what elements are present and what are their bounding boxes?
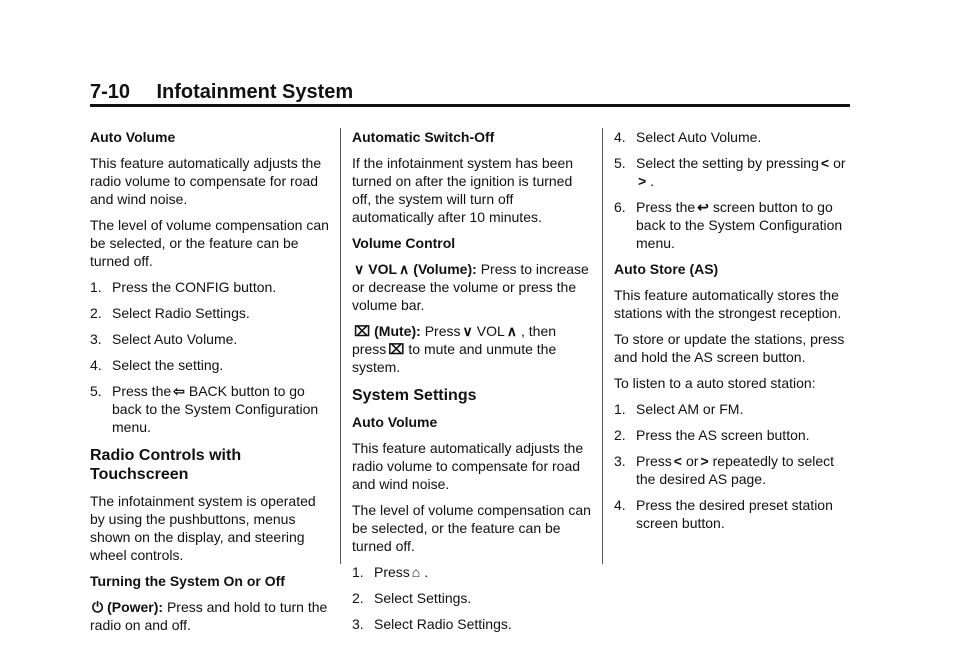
list-item: 6. Press the ↩ screen button to go back to the System Configuration menu. bbox=[614, 199, 843, 251]
list-item: 5. Select the setting by pressing < or> . bbox=[614, 155, 846, 189]
column-1 bbox=[90, 128, 330, 642]
volume-up-icon: ∧ bbox=[506, 323, 517, 339]
column-divider-1 bbox=[340, 128, 341, 564]
back-arrow-icon: ⇦ bbox=[173, 383, 185, 399]
volume-up-icon: ∧ bbox=[399, 261, 410, 277]
chevron-left-icon: < bbox=[820, 155, 830, 171]
system-settings-heading: System Settings bbox=[352, 387, 477, 404]
auto-volume-steps bbox=[90, 278, 330, 436]
volume-paragraph: ∨ VOL ∧ (Volume): Press to increase or decrease the volume or press the volume bar. bbox=[352, 261, 589, 313]
auto-store-paragraph-1: This feature automatically stores the stations with the strongest reception. bbox=[614, 287, 842, 321]
list-item: 3. Press < or > repeatedly to select the desired AS page. bbox=[614, 453, 835, 487]
mute-paragraph: ⌧ (Mute): Press ∨ VOL ∧ , then press ⌧ to mute and unmute the system. bbox=[352, 323, 557, 375]
list-item: 4. Select the setting. bbox=[90, 357, 224, 373]
chevron-right-icon: > bbox=[638, 173, 647, 189]
volume-down-icon: ∨ bbox=[354, 261, 365, 277]
list-item: 1. Select AM or FM. bbox=[614, 401, 744, 417]
auto-volume-paragraph-2: The level of volume compensation can be selected, or the feature can be turned off. bbox=[90, 217, 329, 269]
system-auto-volume-heading: Auto Volume bbox=[352, 414, 438, 430]
column-3 bbox=[614, 128, 854, 540]
list-item: 1. Press ⌂ . bbox=[352, 564, 429, 580]
column-divider-2 bbox=[602, 128, 603, 564]
list-item: 2. Select Radio Settings. bbox=[90, 305, 250, 321]
list-item: 1. Press the CONFIG button. bbox=[90, 279, 277, 295]
list-item: 5. Press the ⇦ BACK button to go back to the System Configuration menu. bbox=[90, 383, 319, 435]
auto-switch-off-paragraph: If the infotainment system has been turned on after the ignition is turned off, the system will turn off automatically after 10 minutes. bbox=[352, 155, 574, 225]
column-2 bbox=[352, 128, 592, 641]
mute-icon: ⌧ bbox=[354, 323, 371, 339]
auto-switch-off-heading: Automatic Switch-Off bbox=[352, 129, 495, 145]
auto-volume-heading: Auto Volume bbox=[90, 129, 176, 145]
list-item: 3. Select Auto Volume. bbox=[90, 331, 238, 347]
list-item: 4. Press the desired preset station screen button. bbox=[614, 497, 833, 531]
auto-store-heading: Auto Store (AS) bbox=[614, 261, 719, 277]
radio-controls-heading: Radio Controls with Touchscreen bbox=[90, 447, 242, 483]
system-settings-steps bbox=[352, 563, 592, 633]
home-icon: ⌂ bbox=[411, 564, 421, 580]
volume-down-icon: ∨ bbox=[462, 323, 473, 339]
mute-icon: ⌧ bbox=[388, 341, 405, 357]
radio-controls-paragraph: The infotainment system is operated by using the pushbuttons, menus shown on the display, and steering wheel controls. bbox=[90, 493, 316, 563]
config-steps bbox=[614, 128, 854, 252]
list-item: 4. Select Auto Volume. bbox=[614, 129, 762, 145]
power-paragraph: ⏻ (Power): Press and hold to turn the radio on and off. bbox=[90, 599, 328, 633]
auto-volume-paragraph-1: This feature automatically adjusts the radio volume to compensate for road and wind noise. bbox=[90, 155, 322, 207]
turning-on-heading: Turning the System On or Off bbox=[90, 573, 285, 589]
system-settings-paragraph-2: The level of volume compensation can be selected, or the feature can be turned off. bbox=[352, 502, 591, 554]
system-settings-paragraph-1: This feature automatically adjusts the radio volume to compensate for road and wind noise. bbox=[352, 440, 584, 492]
auto-store-paragraph-3: To listen to a auto stored station: bbox=[614, 375, 816, 391]
page-title: Infotainment System bbox=[156, 81, 354, 103]
chevron-left-icon: < bbox=[673, 453, 682, 469]
volume-control-heading: Volume Control bbox=[352, 235, 456, 251]
page-header bbox=[90, 80, 850, 107]
power-icon: ⏻ bbox=[92, 599, 104, 615]
chevron-right-icon: > bbox=[700, 453, 709, 469]
back-icon: ↩ bbox=[697, 199, 709, 215]
page-number: 7-10 bbox=[90, 81, 131, 103]
auto-store-steps bbox=[614, 400, 854, 532]
auto-store-paragraph-2: To store or update the stations, press and hold the AS screen button. bbox=[614, 331, 845, 365]
list-item: 2. Select Settings. bbox=[352, 590, 472, 606]
list-item: 3. Select Radio Settings. bbox=[352, 616, 512, 632]
list-item: 2. Press the AS screen button. bbox=[614, 427, 810, 443]
